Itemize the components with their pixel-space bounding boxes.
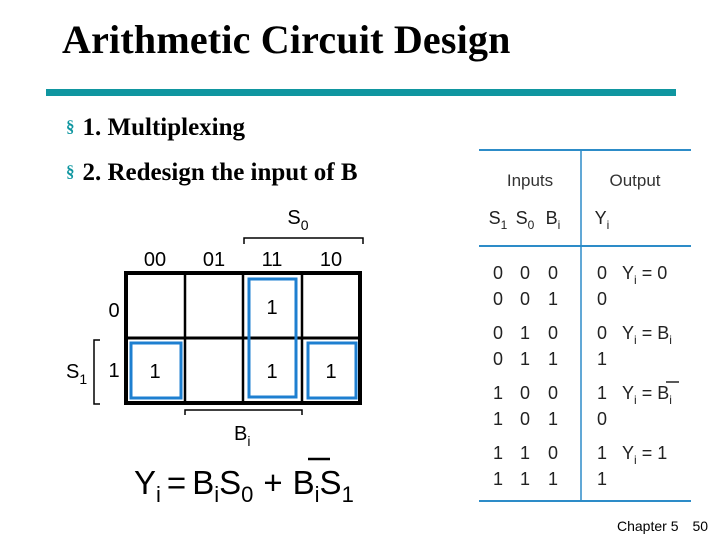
table-cell: 1 [519, 349, 531, 369]
table-cell: 0 [596, 409, 608, 429]
table-cell: 0 [596, 263, 608, 283]
kmap-row-header: 0 [108, 300, 120, 322]
title-divider [46, 89, 676, 96]
kmap-col-header: 10 [319, 249, 343, 271]
table-cell: 0 [547, 383, 559, 403]
kmap-top-variable: $S_0$ [287, 207, 309, 233]
kmap-equation: $Y_i = B_iS_0 + B_iS_1$ [134, 464, 354, 507]
table-cell: 0 [492, 349, 504, 369]
table-cell: 1 [547, 409, 559, 429]
bullet-text: 2. Redesign the input of B [82, 159, 358, 186]
table-cell: 1 [547, 469, 559, 489]
table-cell: 1 [492, 409, 504, 429]
table-cell: 0 [492, 323, 504, 343]
column-header: $S_0$ [515, 208, 535, 232]
truth-table [476, 146, 696, 506]
kmap-bottom-variable: $B_i$ [234, 423, 251, 449]
kmap-col-header: 00 [143, 249, 167, 271]
bullet-text: 1. Multiplexing [82, 114, 246, 141]
kmap-cell: 1 [266, 297, 278, 319]
kmap-col-header: 11 [261, 249, 283, 271]
table-cell: 0 [492, 289, 504, 309]
column-header: $B_i$ [545, 208, 561, 232]
column-header: $Y_i$ [594, 208, 610, 232]
table-cell: 0 [547, 443, 559, 463]
page-title: Arithmetic Circuit Design [62, 17, 511, 62]
kmap-top-bracket [244, 238, 363, 244]
row-annotation: $Y_i = B_i$ [622, 383, 672, 407]
bullet-item [66, 159, 358, 187]
kmap-row-header: 1 [108, 360, 120, 382]
column-header: $S_1$ [488, 208, 508, 232]
kmap-bottom-bracket [185, 410, 302, 415]
table-cell: 1 [596, 443, 608, 463]
table-cell: 1 [492, 443, 504, 463]
table-cell: 1 [519, 323, 531, 343]
row-annotation: $Y_i = B_i$ [622, 323, 672, 347]
bullet-marker-icon: § [66, 117, 75, 136]
chapter-label: Chapter 5 [617, 518, 679, 534]
row-annotation: $Y_i = 1$ [622, 443, 668, 467]
table-cell: 1 [519, 443, 531, 463]
table-cell: 1 [519, 469, 531, 489]
kmap-cell: 1 [325, 361, 337, 383]
output-header: Output [609, 171, 661, 190]
table-cell: 0 [519, 263, 531, 283]
kmap-left-bracket [94, 340, 100, 404]
table-cell: 1 [492, 469, 504, 489]
karnaugh-map [58, 200, 388, 510]
table-cell: 1 [492, 383, 504, 403]
page-number: 50 [692, 518, 709, 534]
kmap-cell: 1 [266, 361, 278, 383]
table-cell: 0 [492, 263, 504, 283]
table-cell: 1 [596, 349, 608, 369]
inputs-header: Inputs [506, 171, 554, 190]
table-cell: 0 [519, 383, 531, 403]
kmap-left-variable: $S_1$ [66, 361, 88, 387]
kmap-col-header: 01 [202, 249, 226, 271]
row-annotation: $Y_i = 0$ [622, 263, 668, 287]
bullet-marker-icon: § [66, 162, 75, 181]
table-cell: 0 [596, 323, 608, 343]
table-cell: 1 [596, 469, 608, 489]
slide-footer [617, 518, 708, 534]
kmap-cell: 1 [149, 361, 161, 383]
table-cell: 0 [596, 289, 608, 309]
table-cell: 0 [519, 409, 531, 429]
table-cell: 1 [547, 349, 559, 369]
table-cell: 0 [519, 289, 531, 309]
table-cell: 0 [547, 263, 559, 283]
table-cell: 1 [596, 383, 608, 403]
kmap-grid [126, 273, 360, 403]
table-cell: 1 [547, 289, 559, 309]
table-cell: 0 [547, 323, 559, 343]
bullet-item [66, 114, 245, 142]
